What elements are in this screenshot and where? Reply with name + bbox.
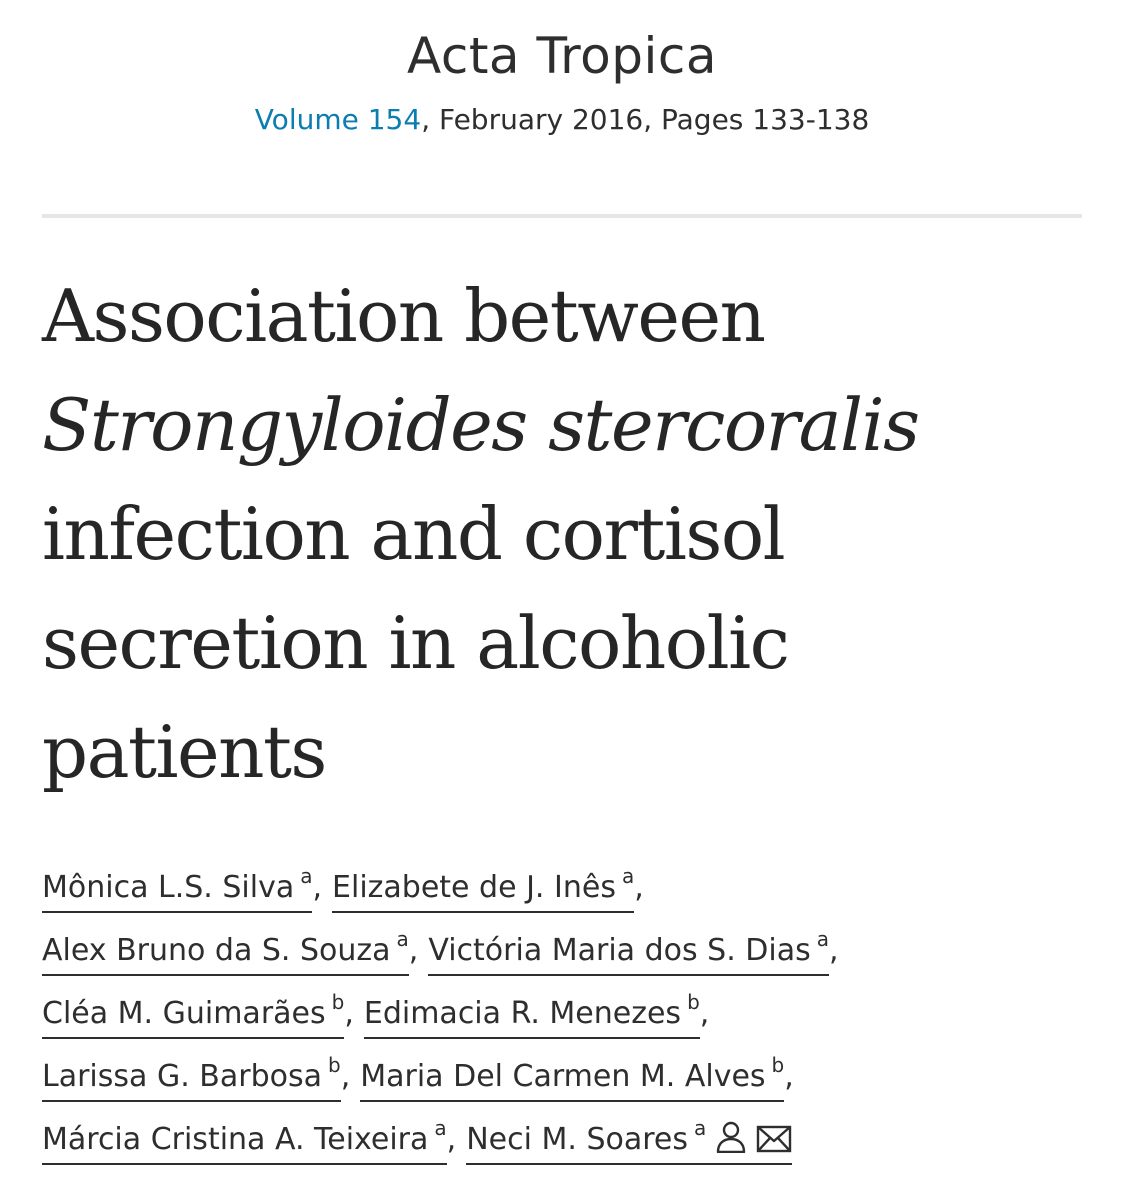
author-link[interactable] bbox=[428, 927, 829, 976]
author-link[interactable] bbox=[42, 1053, 341, 1102]
author-name: Elizabete de J. Inês bbox=[332, 870, 616, 905]
affiliation-marker: a bbox=[621, 864, 635, 888]
author-name: Victória Maria dos S. Dias bbox=[428, 933, 811, 968]
issue-details: , February 2016, Pages 133-138 bbox=[421, 103, 870, 136]
journal-title[interactable]: Acta Tropica bbox=[407, 27, 717, 85]
author-separator: , bbox=[408, 933, 419, 968]
author-separator: , bbox=[312, 870, 323, 905]
affiliation-marker: a bbox=[816, 927, 829, 951]
author-line bbox=[42, 1045, 1102, 1108]
author-separator: , bbox=[446, 1122, 457, 1157]
author-name: Edimacia R. Menezes bbox=[363, 996, 682, 1031]
author-line bbox=[42, 856, 1102, 919]
envelope-icon bbox=[756, 1125, 792, 1153]
author-line bbox=[42, 982, 1102, 1045]
author-separator: , bbox=[699, 996, 710, 1031]
journal-header bbox=[0, 24, 1124, 138]
author-name: Alex Bruno da S. Souza bbox=[42, 933, 391, 968]
author-link[interactable] bbox=[42, 1116, 447, 1165]
article-title bbox=[42, 262, 1082, 807]
author-name: Maria Del Carmen M. Alves bbox=[360, 1059, 766, 1094]
author-name: Cléa M. Guimarães bbox=[42, 996, 326, 1031]
affiliation-marker: b bbox=[687, 990, 700, 1014]
person-icon bbox=[716, 1121, 746, 1153]
author-separator: , bbox=[784, 1059, 794, 1094]
volume-link[interactable]: Volume 154 bbox=[254, 103, 422, 136]
author-list bbox=[42, 856, 1102, 1171]
journal-issue-info bbox=[0, 102, 1124, 138]
author-link-corresponding[interactable] bbox=[466, 1116, 792, 1165]
author-link[interactable] bbox=[360, 1053, 785, 1102]
header-divider bbox=[42, 214, 1082, 218]
author-name: Neci M. Soares bbox=[466, 1122, 688, 1157]
title-part-2: infection and cortisol secretion in alcoholic patients bbox=[42, 492, 789, 794]
affiliation-marker: b bbox=[331, 990, 345, 1014]
title-part-1: Association between bbox=[42, 274, 765, 358]
affiliation-marker: a bbox=[396, 927, 409, 951]
author-separator: , bbox=[340, 1059, 351, 1094]
author-name: Márcia Cristina A. Teixeira bbox=[42, 1122, 429, 1157]
author-line bbox=[42, 1108, 1102, 1171]
affiliation-marker: b bbox=[327, 1053, 341, 1077]
affiliation-marker: b bbox=[771, 1053, 785, 1077]
author-name: Mônica L.S. Silva bbox=[42, 870, 295, 905]
author-link[interactable] bbox=[42, 990, 345, 1039]
affiliation-marker: a bbox=[434, 1116, 447, 1140]
author-link[interactable] bbox=[42, 927, 409, 976]
affiliation-marker: a bbox=[693, 1116, 707, 1140]
author-separator: , bbox=[634, 870, 644, 905]
author-line bbox=[42, 919, 1102, 982]
title-species: Strongyloides stercoralis bbox=[42, 383, 919, 467]
affiliation-marker: a bbox=[300, 864, 313, 888]
author-link[interactable] bbox=[363, 990, 700, 1039]
author-link[interactable] bbox=[332, 864, 635, 913]
author-separator: , bbox=[344, 996, 354, 1031]
author-link[interactable] bbox=[42, 864, 313, 913]
author-separator: , bbox=[829, 933, 839, 968]
author-name: Larissa G. Barbosa bbox=[42, 1059, 322, 1094]
